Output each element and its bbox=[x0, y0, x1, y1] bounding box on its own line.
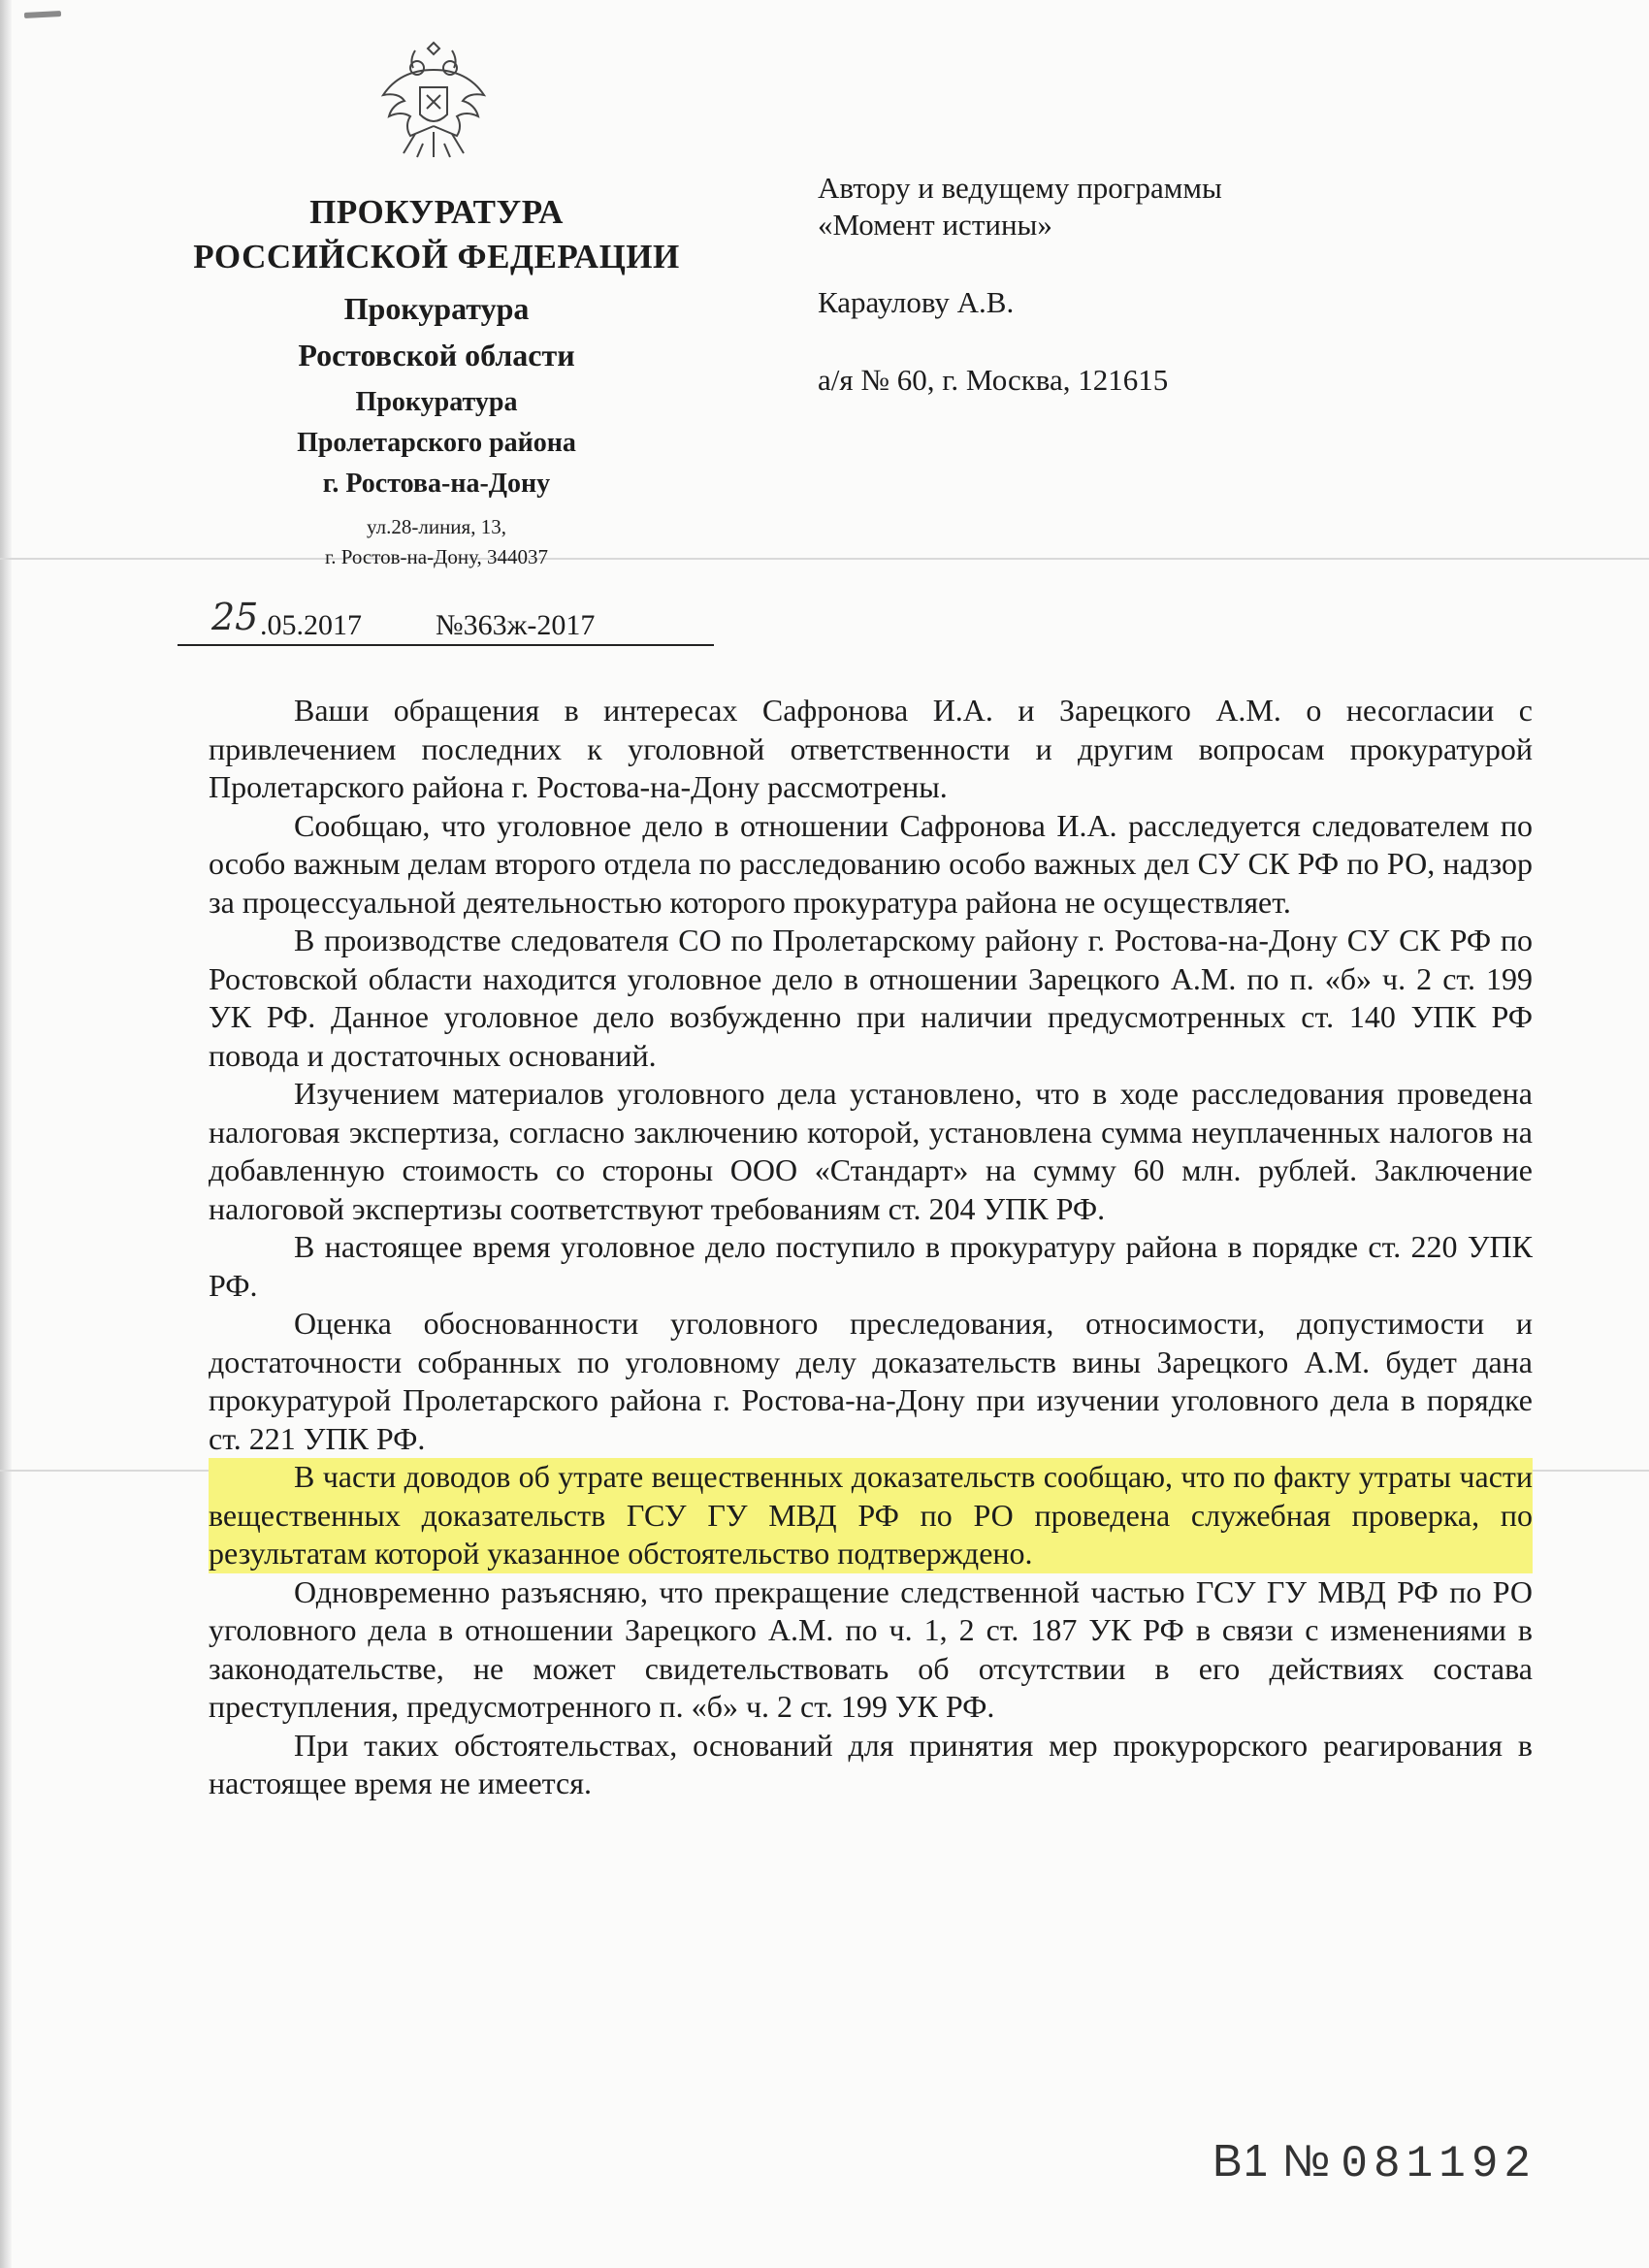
paragraph: В производстве следователя СО по Пролетарскому району г. Ростова-на-Дону СУ СК РФ по Ростовской области находится уголовное дело в отношении Зарецкого А.М. по п. «б» ч. 2 ст. 199 УК РФ. Данное уголовное дело возбужденно при наличии предусмотренных ст. 140 УПК РФ повода и достаточных оснований. bbox=[209, 923, 1533, 1073]
district-office-line3: г. Ростова-на-Дону bbox=[322, 469, 551, 499]
recipient-program: «Момент истины» bbox=[818, 208, 1052, 242]
scan-edge bbox=[0, 0, 12, 2268]
highlighted-paragraph: В части доводов об утрате вещественных доказательств сообщаю, что по факту утраты части вещественных доказательств ГСУ ГУ МВД РФ по РО проведена служебная проверка, по результатам которой указанное обстоятельство подтверждено. bbox=[209, 1458, 1533, 1573]
recipient-title: Автору и ведущему программы bbox=[818, 171, 1222, 205]
sender-header bbox=[155, 190, 718, 572]
region-office-line2: Ростовской области bbox=[298, 338, 575, 373]
district-office-line2: Пролетарского района bbox=[297, 428, 576, 458]
form-serial bbox=[1212, 2134, 1536, 2189]
registration-number: №363ж-2017 bbox=[436, 609, 596, 641]
paragraph: В настоящее время уголовное дело поступило в прокуратуру района в порядке ст. 220 УПК РФ. bbox=[209, 1229, 1533, 1303]
registration-date: .05.2017 bbox=[260, 609, 362, 641]
sender-address: ул.28-линия, 13, bbox=[367, 515, 506, 538]
recipient-address: а/я № 60, г. Москва, 121615 bbox=[818, 363, 1169, 397]
org-title: ПРОКУРАТУРА bbox=[309, 193, 564, 231]
registration-line bbox=[178, 596, 714, 646]
serial-number: 081192 bbox=[1341, 2139, 1537, 2189]
region-office: Прокуратура bbox=[343, 291, 530, 326]
recipient-block bbox=[818, 170, 1594, 399]
paragraph: Ваши обращения в интересах Сафронова И.А. и Зарецкого А.М. о несогласии с привлечением последних к уголовной ответственности и другим вопросам прокуратурой Пролетарского района г. Ростова-на-Дону рассмотрены. bbox=[209, 693, 1533, 804]
paragraph: Изучением материалов уголовного дела установлено, что в ходе расследования проведена налоговая экспертиза, согласно заключению которой, установлена сумма неуплаченных налогов на добавленную стоимость со стороны ООО «Стандарт» на сумму 60 млн. рублей. Заключение налоговой экспертизы соответствуют требованиям ст. 204 УПК РФ. bbox=[209, 1076, 1533, 1226]
handwritten-day: 25 bbox=[211, 596, 259, 638]
letter-body bbox=[209, 692, 1533, 1803]
coat-of-arms-icon bbox=[376, 37, 491, 161]
paragraph: Оценка обоснованности уголовного преследования, относимости, допустимости и достаточности собранных по уголовному делу доказательств вины Зарецкого А.М. будет дана прокуратурой Пролетарского района г. Ростова-на-Дону при изучении уголовного дела в порядке ст. 221 УПК РФ. bbox=[209, 1306, 1533, 1456]
staple-mark bbox=[24, 11, 61, 18]
org-title-line2: РОССИЙСКОЙ ФЕДЕРАЦИИ bbox=[193, 238, 680, 275]
paragraph: Одновременно разъясняю, что прекращение следственной частью ГСУ ГУ МВД РФ по РО уголовного дела в отношении Зарецкого А.М. по ч. 1, 2 ст. 187 УК РФ в связи с изменениями в законодательстве, не может свидетельствовать об отсутствии в его действиях состава преступления, предусмотренного п. «б» ч. 2 ст. 199 УК РФ. bbox=[209, 1573, 1533, 1724]
paragraph: Сообщаю, что уголовное дело в отношении Сафронова И.А. расследуется следователем по особо важным делам второго отдела по расследованию особо важных дел СУ СК РФ по РО, надзор за процессуальной деятельностью которого прокуратура района не осуществляет. bbox=[209, 807, 1533, 920]
paragraph: При таких обстоятельствах, оснований для принятия мер прокурорского реагирования в настоящее время не имеется. bbox=[209, 1727, 1533, 1800]
district-office: Прокуратура bbox=[355, 387, 518, 417]
sender-address-line2: г. Ростов-на-Дону, 344037 bbox=[324, 545, 549, 568]
recipient-name: Караулову А.В. bbox=[818, 285, 1015, 319]
serial-series: B1 № bbox=[1212, 2135, 1332, 2186]
